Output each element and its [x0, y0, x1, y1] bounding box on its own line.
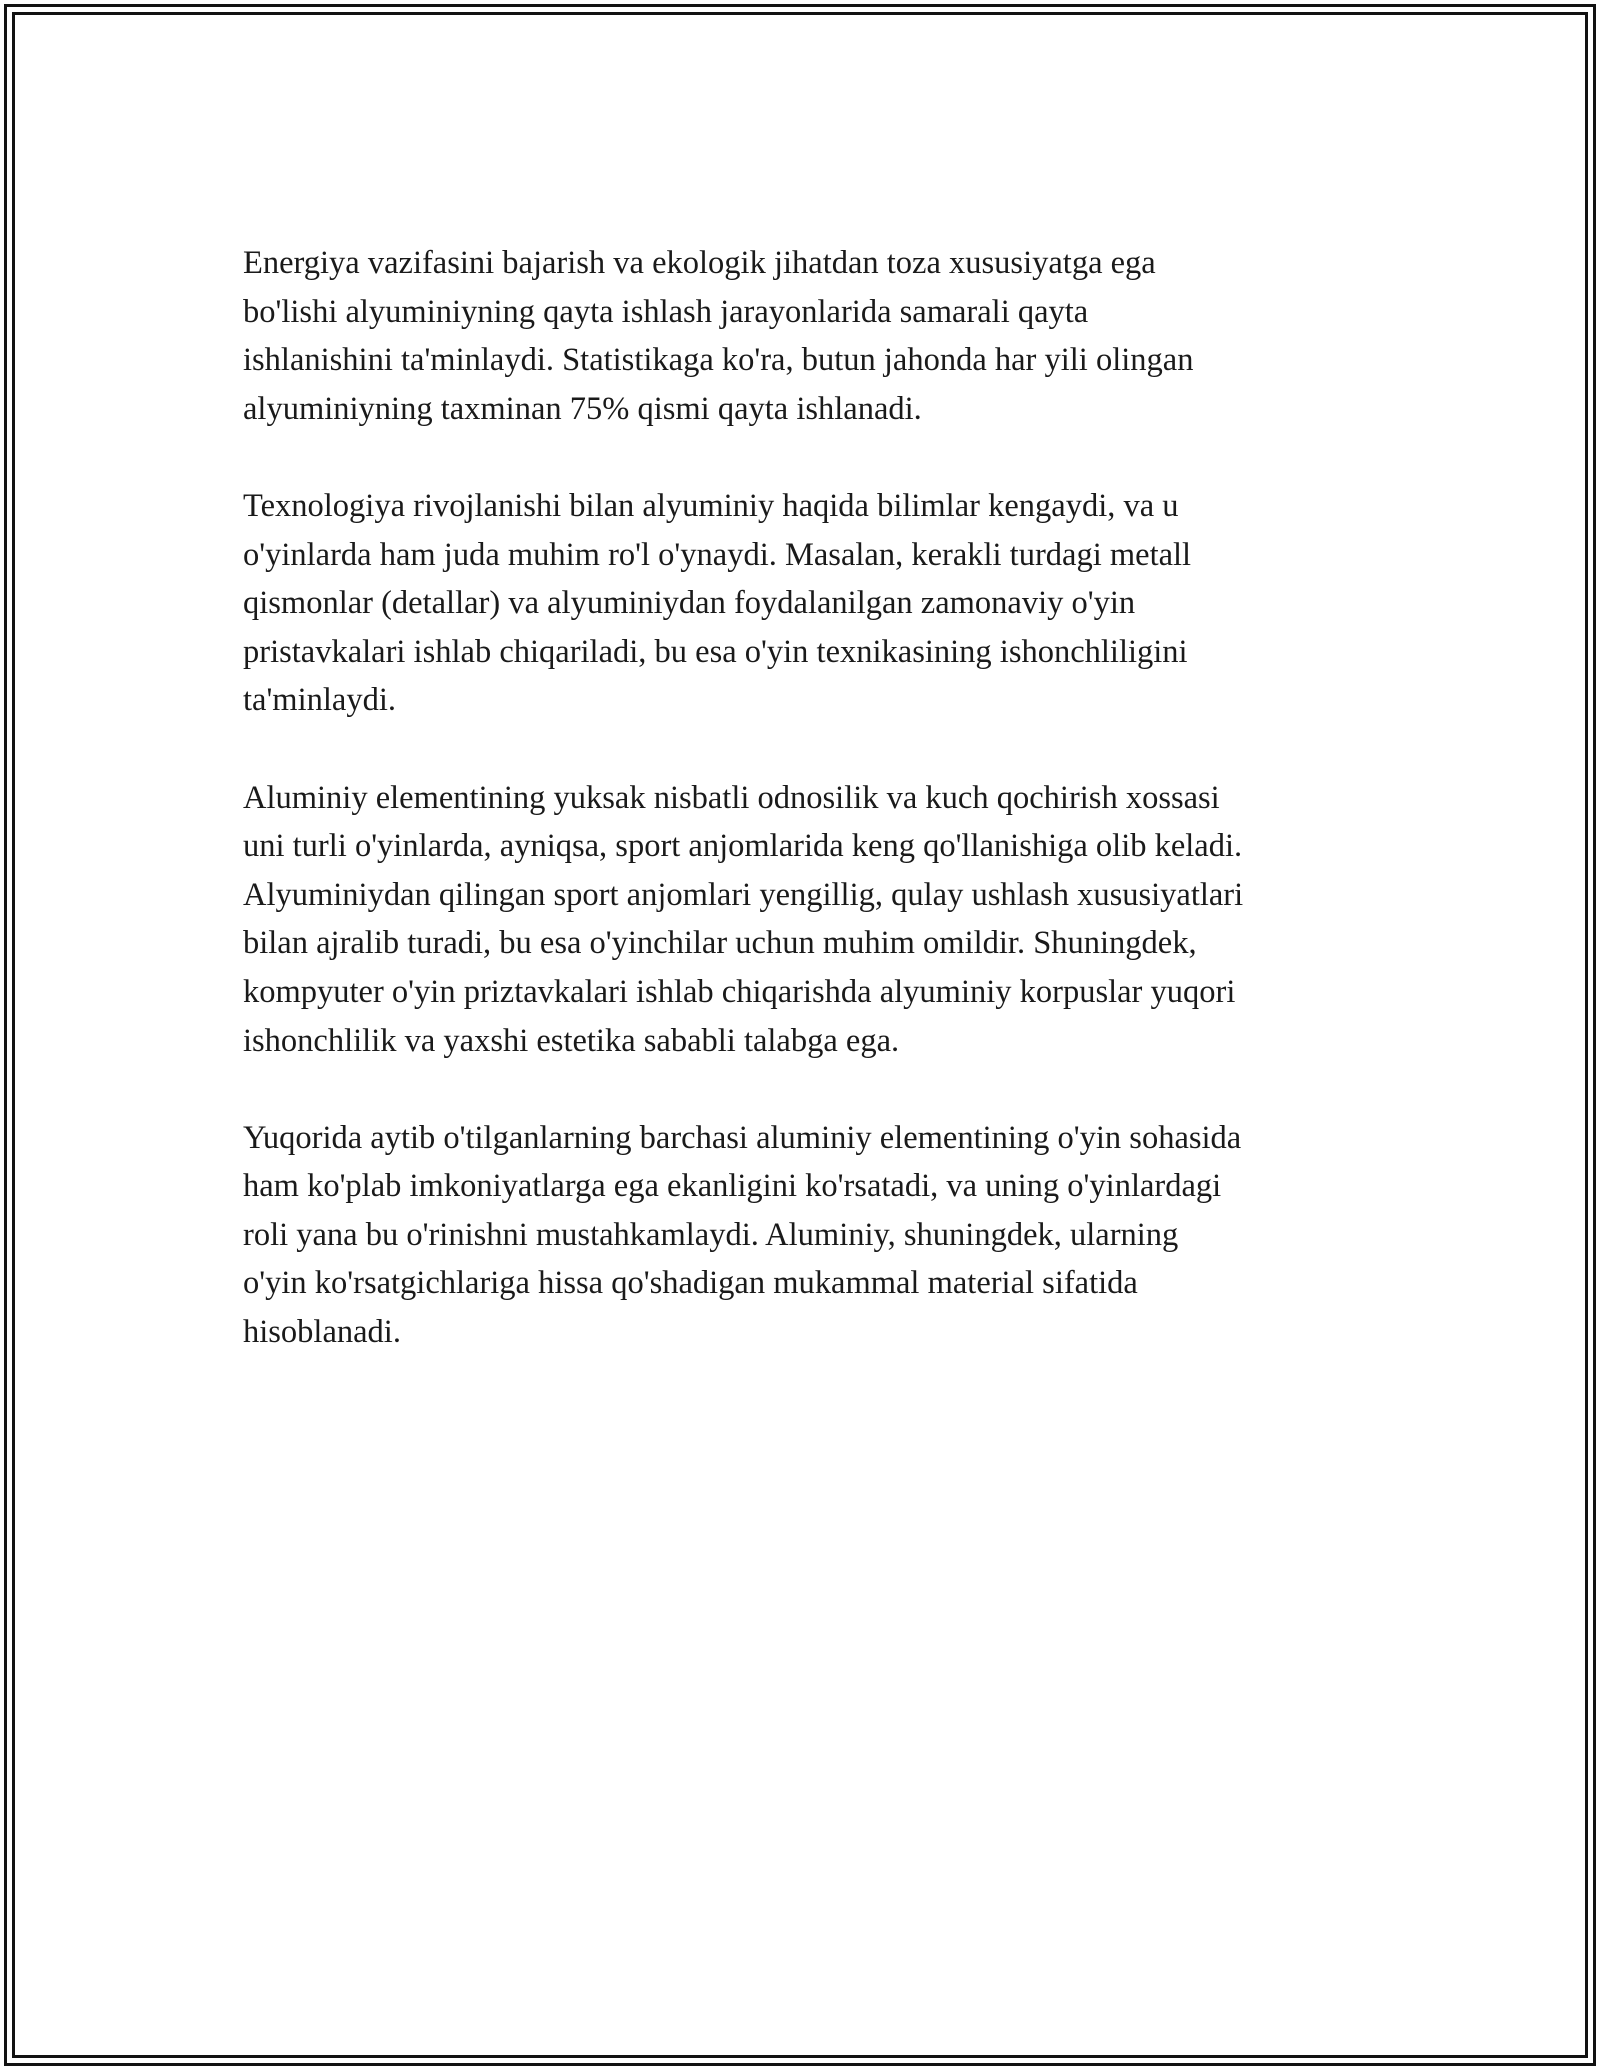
text-line: hisoblanadi. — [243, 1314, 401, 1351]
text-line: bilan ajralib turadi, bu esa o'yinchilar uchun muhim omildir. Shuningdek, — [243, 925, 1197, 962]
text-line: ta'minlaydi. — [243, 682, 396, 719]
page-border-outer — [4, 4, 1596, 2066]
text-line: Aluminiy elementining yuksak nisbatli odnosilik va kuch qochirish xossasi — [243, 779, 1220, 816]
paragraph-sport-equipment — [243, 774, 1393, 1066]
document-body — [243, 239, 1393, 1405]
text-line: kompyuter o'yin priztavkalari ishlab chiqarishda alyuminiy korpuslar yuqori — [243, 973, 1236, 1010]
text-line: Yuqorida aytib o'tilganlarning barchasi aluminiy elementining o'yin sohasida — [243, 1119, 1242, 1156]
text-line: ishonchlilik va yaxshi estetika sababli talabga ega. — [243, 1022, 900, 1059]
text-line: ham ko'plab imkoniyatlarga ega ekanligini ko'rsatadi, va uning o'yinlardagi — [243, 1168, 1222, 1205]
text-line: qismonlar (detallar) va alyuminiydan foydalanilgan zamonaviy o'yin — [243, 585, 1136, 622]
text-line: ishlanishini ta'minlaydi. Statistikaga ko'ra, butun jahonda har yili olingan — [243, 342, 1194, 379]
text-line: o'yinlarda ham juda muhim ro'l o'ynaydi. Masalan, kerakli turdagi metall — [243, 536, 1192, 573]
text-line: Energiya vazifasini bajarish va ekologik jihatdan toza xususiyatga ega — [243, 245, 1156, 281]
text-line: roli yana bu o'rinishni mustahkamlaydi. Aluminiy, shuningdek, ularning — [243, 1216, 1179, 1253]
text-line: alyuminiyning taxminan 75% qismi qayta ishlanadi. — [243, 390, 922, 427]
text-line: Alyuminiydan qilingan sport anjomlari yengillig, qulay ushlash xususiyatlari — [243, 876, 1244, 913]
text-line: Texnologiya rivojlanishi bilan alyuminiy haqida bilimlar kengaydi, va u — [243, 487, 1179, 524]
text-line: bo'lishi alyuminiyning qayta ishlash jarayonlarida samarali qayta — [243, 293, 1089, 330]
text-line: o'yin ko'rsatgichlariga hissa qo'shadigan mukammal material sifatida — [243, 1265, 1138, 1302]
text-line: pristavkalari ishlab chiqariladi, bu esa o'yin texnikasining ishonchliligini — [243, 633, 1188, 670]
paragraph-conclusion — [243, 1114, 1393, 1357]
paragraph-technology — [243, 482, 1393, 725]
paragraph-recycling — [243, 239, 1393, 433]
text-line: uni turli o'yinlarda, ayniqsa, sport anjomlarida keng qo'llanishiga olib keladi. — [243, 828, 1243, 865]
